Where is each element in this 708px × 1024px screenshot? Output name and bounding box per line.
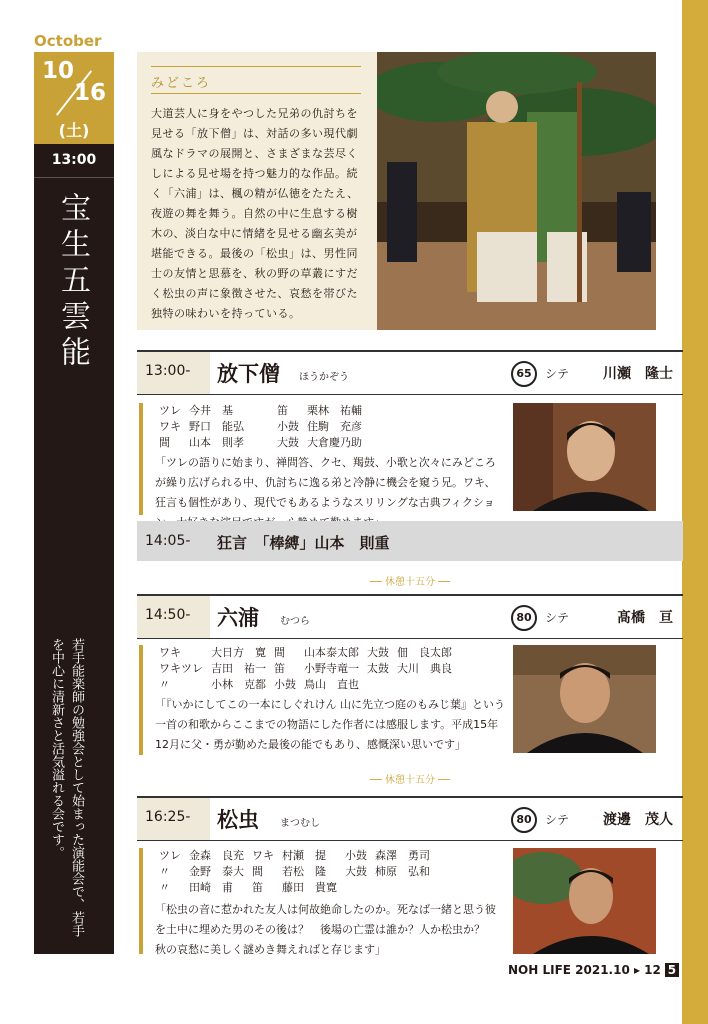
cast-name: 住駒 充彦 — [307, 420, 362, 433]
lead-actor: 髙橋 亘 — [617, 610, 673, 626]
highlights-text: 大道芸人に身をやつした兄弟の仇討ちを見せる「放下僧」は、対話の多い現代劇風なドラマの展開と、さまざまな芸尽くしによる見せ場を持つ魅力的な作品。続く「六浦」は、楓の精が仏徳をたたえ、夜遊の舞を舞う。自然の中に生息する樹木の、淡白な中に情緒を見せる幽玄美が堪能できる。最後の「松虫」は、男性同士の友情と思慕を、秋の野の草叢にすだく松虫の声に象徴させた、哀愁を帯びた独特の味わいを持っている。 — [151, 107, 359, 320]
cast-table — [159, 645, 460, 693]
performer-quote: 「松虫の音に惹かれた友人は何故絶命したのか。死なば一緒と思う彼を土中に埋めた男のその後は？ 後場の亡霊は誰か？人か松虫か？ 秋の哀愁に美しく謎めき舞えればと存じます」 — [155, 903, 496, 956]
cast-name: 山本泰太郎 — [304, 646, 359, 659]
page-edge-bar — [682, 0, 708, 1024]
cast-role: 太鼓 — [367, 662, 389, 675]
cast-name: 小林 克都 — [211, 678, 266, 691]
cast-block — [137, 848, 507, 956]
program-header — [137, 594, 683, 639]
cast-role: ワキ — [159, 646, 181, 659]
highlights-label: みどころ — [151, 76, 212, 91]
actor-photo — [513, 645, 656, 753]
actor-photo — [513, 848, 656, 954]
duration-icon: 80 — [511, 605, 537, 631]
footer-text: NOH LIFE 2021.10 ▸ 12 — [508, 963, 661, 977]
intermission-label: ── 休憩十五分 ── — [369, 577, 451, 588]
cast-role: ツレ — [159, 404, 181, 417]
cast-name: 田崎 甫 — [189, 881, 233, 894]
cast-row — [159, 677, 460, 693]
cast-role — [367, 677, 397, 693]
cast-role: 〃 — [159, 678, 170, 691]
program-time: 16:25- — [145, 809, 191, 825]
divider — [34, 177, 114, 178]
cast-role: 〃 — [159, 865, 170, 878]
cast-row — [159, 645, 460, 661]
cast-row — [159, 403, 370, 419]
cast-role: 小鼓 — [274, 678, 296, 691]
divider — [151, 93, 361, 94]
cast-name: 若松 隆 — [282, 865, 326, 878]
cast-block — [137, 403, 507, 515]
cast-name: 小野寺竜一 — [304, 662, 359, 675]
cast-role: ワキツレ — [159, 662, 203, 675]
program-reading: まつむし — [280, 818, 320, 829]
cast-name: 森澤 勇司 — [375, 849, 430, 862]
month-label: October — [34, 32, 102, 50]
cast-row — [159, 419, 370, 435]
cast-name: 佃 良太郎 — [397, 646, 452, 659]
cast-name: 野口 能弘 — [189, 420, 244, 433]
program-header — [137, 796, 683, 841]
cast-name: 村瀬 提 — [282, 849, 326, 862]
date-box — [34, 52, 114, 144]
duration-icon: 65 — [511, 361, 537, 387]
role-label: シテ — [545, 367, 570, 381]
kyogen-time: 14:05- — [145, 533, 191, 549]
cast-role: 大鼓 — [345, 865, 367, 878]
cast-row — [159, 848, 438, 864]
cast-row — [159, 880, 438, 896]
cast-name: 栗林 祐輔 — [307, 404, 362, 417]
intermission-label: ── 休憩十五分 ── — [369, 775, 451, 786]
cast-row — [159, 435, 370, 451]
cast-role: 〃 — [159, 881, 170, 894]
cast-name: 大倉慶乃助 — [307, 436, 362, 449]
accent-bar — [139, 403, 143, 515]
cast-role: ツレ — [159, 849, 181, 862]
event-title: 宝生五雲能 — [55, 192, 90, 372]
cast-row — [159, 864, 438, 880]
date-weekday: (土) — [58, 121, 90, 140]
divider — [151, 66, 361, 67]
cast-table — [159, 848, 438, 896]
cast-role: 笛 — [252, 881, 263, 894]
program-time: 13:00- — [145, 363, 191, 379]
cast-role: 大鼓 — [277, 436, 299, 449]
cast-role: ワキ — [252, 849, 274, 862]
lead-actor: 川瀬 隆士 — [603, 366, 673, 382]
cast-role: 間 — [159, 436, 170, 449]
date-day: 16 — [74, 80, 107, 106]
cast-role: 笛 — [274, 662, 285, 675]
cast-role: 大鼓 — [367, 646, 389, 659]
program-reading: むつら — [280, 616, 310, 627]
accent-bar — [139, 645, 143, 755]
kyogen-title: 狂言 「棒縛」山本 則重 — [217, 534, 390, 552]
cast-name: 金野 泰大 — [189, 865, 244, 878]
stage-photo — [377, 52, 656, 330]
cast-name: 大川 典良 — [397, 662, 452, 675]
cast-role: 小鼓 — [345, 849, 367, 862]
start-time: 13:00 — [51, 152, 97, 168]
cast-role: ワキ — [159, 420, 181, 433]
cast-name: 金森 良充 — [189, 849, 244, 862]
date-month: 10 — [42, 58, 75, 84]
cast-name: 柿原 弘和 — [375, 865, 430, 878]
cast-name: 鳥山 直也 — [304, 678, 359, 691]
cast-name: 山本 則孝 — [189, 436, 244, 449]
cast-role — [345, 880, 375, 896]
program-time: 14:50- — [145, 607, 191, 623]
page-number: 5 — [665, 963, 679, 977]
program-title: 放下僧 — [217, 361, 280, 386]
cast-name: 今井 基 — [189, 404, 233, 417]
duration-icon: 80 — [511, 807, 537, 833]
footer — [508, 963, 679, 977]
program-title: 六浦 — [217, 605, 259, 630]
cast-row — [159, 661, 460, 677]
cast-role: 小鼓 — [277, 420, 299, 433]
accent-bar — [139, 848, 143, 954]
cast-role: 笛 — [277, 404, 288, 417]
cast-table — [159, 403, 370, 451]
program-header — [137, 350, 683, 395]
cast-role: 間 — [274, 646, 285, 659]
performer-quote: 「『いかにしてこの一本にしぐれけん 山に先立つ庭のもみじ葉』という一首の和歌からここまでの物語にした作者には感服します。平成15年12月に父・勇が勤めた最後の能でもあり、感慨深い思いです」 — [155, 698, 505, 751]
kyogen-row — [137, 521, 683, 561]
role-label: シテ — [545, 813, 570, 827]
program-title: 松虫 — [217, 807, 259, 832]
role-label: シテ — [545, 611, 570, 625]
program-reading: ほうかぞう — [299, 372, 349, 383]
cast-name: 藤田 貴寛 — [282, 881, 337, 894]
cast-block — [137, 645, 507, 755]
highlights-box — [137, 52, 377, 330]
cast-role: 間 — [252, 865, 263, 878]
cast-name — [397, 677, 460, 693]
cast-name — [375, 880, 438, 896]
actor-photo — [513, 403, 656, 511]
lead-actor: 渡邊 茂人 — [603, 812, 673, 828]
event-column — [34, 144, 114, 954]
cast-name: 大日方 寛 — [211, 646, 266, 659]
event-description: 若手能楽師の勉強会として始まった演能会で、若手を中心に清新さと活気溢れる会です。 — [49, 638, 84, 937]
cast-name: 吉田 祐一 — [211, 662, 266, 675]
performer-quote: 「ツレの語りに始まり、禅問答、クセ、羯鼓、小歌と次々にみどころが繰り広げられる中、仇討ちに逸る弟と冷静に機会を窺う兄。ワキ、狂言も個性があり、現代でもあるようなスリリングな古典フィクショ — [155, 456, 496, 509]
